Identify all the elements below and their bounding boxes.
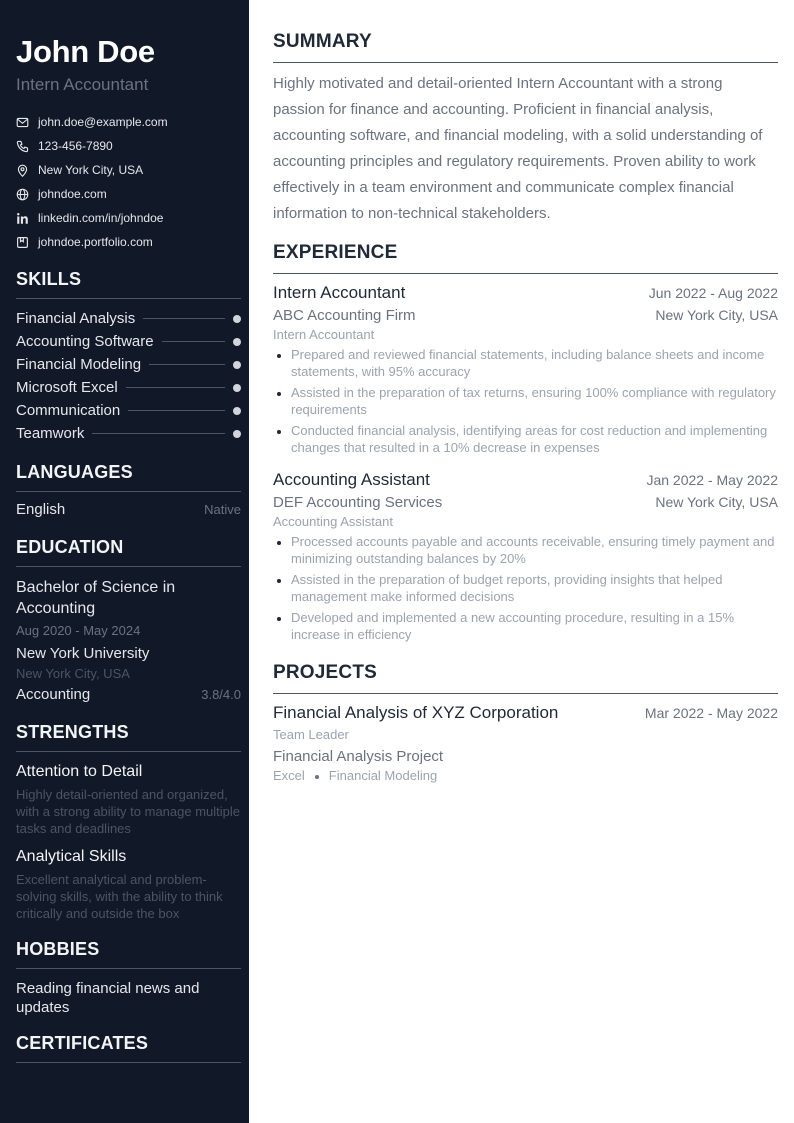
job-title: Accounting Assistant bbox=[273, 470, 430, 489]
experience-section bbox=[273, 241, 778, 643]
strengths-section bbox=[16, 721, 241, 922]
job-location: New York City, USA bbox=[655, 494, 778, 510]
job-header bbox=[273, 283, 778, 303]
job-dates: Jan 2022 - May 2022 bbox=[646, 472, 778, 488]
skill-label: Teamwork bbox=[16, 425, 85, 442]
strength-title: Attention to Detail bbox=[16, 763, 143, 780]
skill-dot bbox=[233, 338, 241, 346]
skill-label: Communication bbox=[16, 402, 121, 419]
skill-item bbox=[16, 422, 241, 445]
experience-heading: EXPERIENCE bbox=[273, 241, 778, 274]
project-dates: Mar 2022 - May 2022 bbox=[644, 705, 778, 721]
tag-separator-dot bbox=[315, 775, 319, 779]
experience-item bbox=[273, 283, 778, 456]
skill-label: Financial Modeling bbox=[16, 356, 142, 373]
skill-item bbox=[16, 399, 241, 422]
skill-item bbox=[16, 330, 241, 353]
strength-description: Excellent analytical and problem-solving skills, with the ability to think critically and outside the box bbox=[16, 872, 223, 921]
skill-dot bbox=[233, 361, 241, 369]
education-dates: Aug 2020 - May 2024 bbox=[16, 623, 141, 638]
skill-line bbox=[92, 433, 225, 434]
summary-heading: SUMMARY bbox=[273, 30, 778, 63]
skill-line bbox=[143, 318, 225, 319]
sidebar bbox=[0, 0, 249, 1123]
hobby-item: Reading financial news and updates bbox=[16, 980, 200, 1016]
job-bullet: • Processed accounts payable and accounts receivable, ensuring timely payment and minimizing outstanding balances by 20% bbox=[291, 533, 778, 567]
languages-section bbox=[16, 461, 241, 518]
contact-portfolio[interactable] bbox=[16, 230, 241, 254]
job-bullet: • Assisted in the preparation of budget reports, providing insights that helped management make informed decisions bbox=[291, 571, 778, 605]
certificates-heading: CERTIFICATES bbox=[16, 1032, 241, 1063]
education-field: Accounting bbox=[16, 686, 91, 703]
skill-line bbox=[162, 341, 225, 342]
contact-phone-text: 123-456-7890 bbox=[38, 139, 113, 153]
contact-location-text: New York City, USA bbox=[38, 163, 144, 177]
contact-phone[interactable] bbox=[16, 134, 241, 158]
job-location: New York City, USA bbox=[655, 307, 778, 323]
skill-item bbox=[16, 307, 241, 330]
strength-description: Highly detail-oriented and organized, with a strong ability to manage multiple tasks and deadlines bbox=[16, 787, 241, 836]
contact-email[interactable] bbox=[16, 110, 241, 134]
languages-heading: LANGUAGES bbox=[16, 461, 241, 492]
project-tags bbox=[273, 768, 778, 783]
job-bullet: • Developed and implemented a new accounting procedure, resulting in a 15% increase in efficiency bbox=[291, 609, 778, 643]
job-bullet: • Conducted financial analysis, identifying areas for cost reduction and implementing changes that resulted in a 10% decrease in expenses bbox=[291, 422, 778, 456]
education-school: New York University bbox=[16, 645, 150, 662]
globe-icon bbox=[16, 188, 29, 201]
job-header bbox=[273, 470, 778, 490]
contact-linkedin-text: linkedin.com/in/johndoe bbox=[38, 211, 164, 225]
job-bullets bbox=[273, 346, 778, 456]
summary-section bbox=[273, 30, 778, 227]
project-tag: Financial Modeling bbox=[328, 768, 438, 783]
certificates-section bbox=[16, 1032, 241, 1063]
main-content bbox=[249, 0, 794, 1123]
skills-heading: SKILLS bbox=[16, 268, 241, 299]
strengths-heading: STRENGTHS bbox=[16, 721, 241, 752]
project-title: Financial Analysis of XYZ Corporation bbox=[273, 703, 559, 722]
education-section bbox=[16, 536, 241, 703]
skill-line bbox=[128, 410, 225, 411]
skill-line bbox=[126, 387, 225, 388]
hobbies-heading: HOBBIES bbox=[16, 938, 241, 969]
mail-icon bbox=[16, 116, 29, 129]
job-role: Accounting Assistant bbox=[273, 514, 393, 529]
education-heading: EDUCATION bbox=[16, 536, 241, 567]
job-bullet: • Prepared and reviewed financial statements, including balance sheets and income statements, with 95% accuracy bbox=[291, 346, 778, 380]
job-role: Intern Accountant bbox=[273, 327, 375, 342]
project-header bbox=[273, 703, 778, 723]
contact-website-text: johndoe.com bbox=[38, 187, 107, 201]
project-tag: Excel bbox=[273, 768, 305, 783]
linkedin-icon bbox=[16, 212, 29, 225]
portfolio-icon bbox=[16, 236, 29, 249]
project-item bbox=[273, 703, 778, 783]
contact-list bbox=[16, 110, 241, 254]
education-field-row bbox=[16, 686, 241, 703]
location-icon bbox=[16, 164, 29, 177]
skill-line bbox=[149, 364, 225, 365]
skills-section bbox=[16, 268, 241, 445]
strength-item bbox=[16, 847, 241, 922]
skill-label: Accounting Software bbox=[16, 333, 154, 350]
education-degree: Bachelor of Science in Accounting bbox=[16, 579, 176, 617]
phone-icon bbox=[16, 140, 29, 153]
contact-email-text: john.doe@example.com bbox=[38, 115, 168, 129]
candidate-name: John Doe bbox=[16, 34, 155, 69]
contact-website[interactable] bbox=[16, 182, 241, 206]
language-level: Native bbox=[204, 502, 241, 517]
contact-linkedin[interactable] bbox=[16, 206, 241, 230]
skill-item bbox=[16, 353, 241, 376]
job-title: Intern Accountant bbox=[273, 283, 406, 302]
skill-dot bbox=[233, 315, 241, 323]
contact-portfolio-text: johndoe.portfolio.com bbox=[38, 235, 153, 249]
strength-title: Analytical Skills bbox=[16, 848, 127, 865]
candidate-title: Intern Accountant bbox=[16, 75, 149, 94]
projects-heading: PROJECTS bbox=[273, 661, 778, 694]
education-gpa: 3.8/4.0 bbox=[201, 687, 241, 702]
summary-text: Highly motivated and detail-oriented Intern Accountant with a strong passion for finance and accounting. Proficient in financial analysis, accounting software, and financial modeling, with a solid understanding of accounting principles and regulatory requirements. Proven ability to work effectively in a team environment and communicate complex financial information to non-technical stakeholders. bbox=[273, 75, 763, 222]
language-name: English bbox=[16, 501, 66, 518]
contact-location bbox=[16, 158, 241, 182]
skill-label: Microsoft Excel bbox=[16, 379, 118, 396]
experience-item bbox=[273, 470, 778, 643]
job-company: ABC Accounting Firm bbox=[273, 307, 416, 324]
job-bullets bbox=[273, 533, 778, 643]
language-item bbox=[16, 501, 241, 518]
skill-label: Financial Analysis bbox=[16, 310, 136, 327]
job-company: DEF Accounting Services bbox=[273, 494, 443, 511]
education-location: New York City, USA bbox=[16, 666, 130, 681]
project-role: Team Leader bbox=[273, 727, 349, 742]
skill-dot bbox=[233, 407, 241, 415]
project-subtitle: Financial Analysis Project bbox=[273, 748, 444, 765]
skill-dot bbox=[233, 384, 241, 392]
job-company-row bbox=[273, 307, 778, 324]
job-dates: Jun 2022 - Aug 2022 bbox=[648, 285, 778, 301]
hobbies-section bbox=[16, 938, 241, 1017]
skill-dot bbox=[233, 430, 241, 438]
skill-item bbox=[16, 376, 241, 399]
skills-list bbox=[16, 307, 241, 445]
strength-item bbox=[16, 762, 241, 837]
job-company-row bbox=[273, 494, 778, 511]
job-bullet: • Assisted in the preparation of tax returns, ensuring 100% compliance with regulatory requirements bbox=[291, 384, 778, 418]
projects-section bbox=[273, 661, 778, 783]
